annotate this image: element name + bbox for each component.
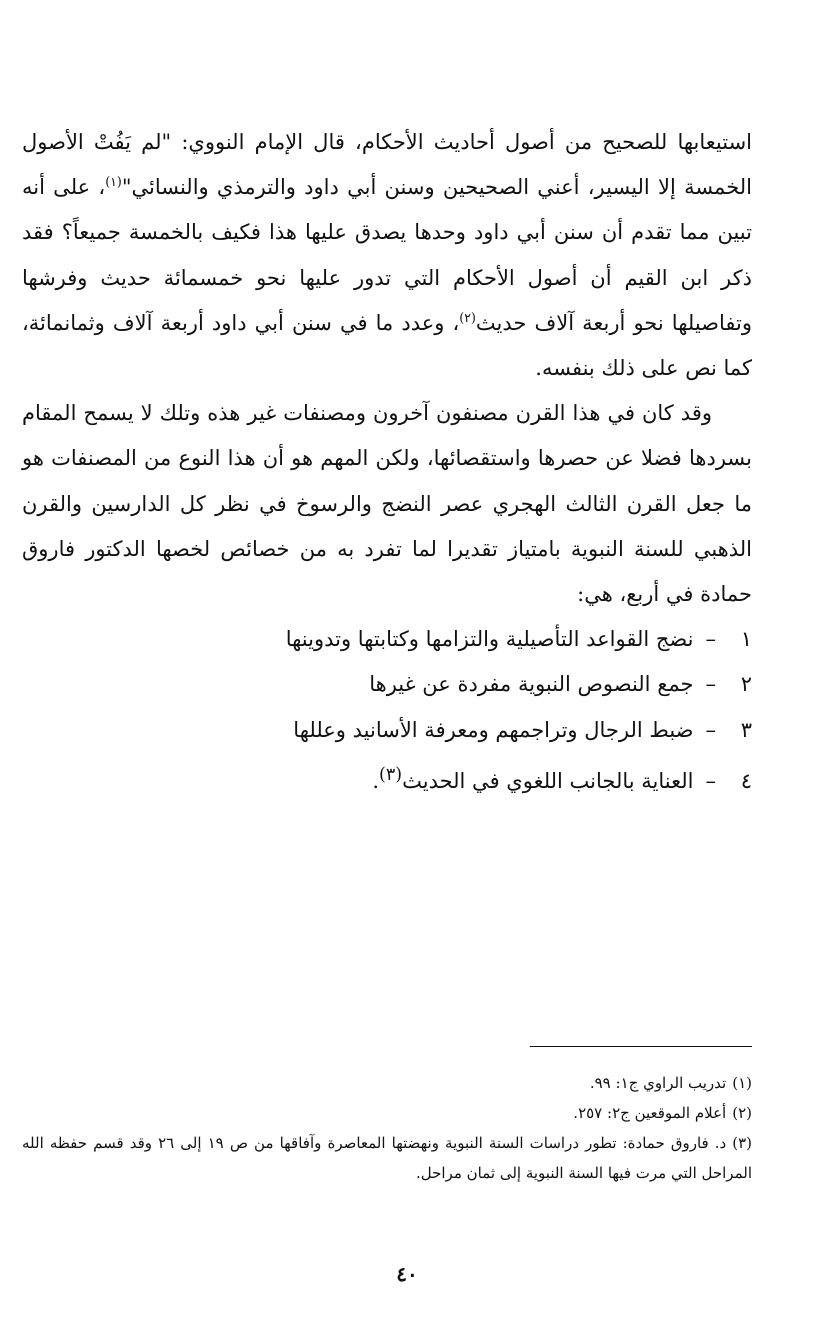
list-item-text: جمع النصوص النبوية مفردة عن غيرها xyxy=(369,672,694,697)
list-item-end: . xyxy=(372,768,380,793)
page-number: ٤٠ xyxy=(396,1262,418,1286)
list-item-number: ٢ xyxy=(740,672,752,697)
paragraph-text: استيعابها للصحيح من أصول أحاديث الأحكام، قال الإمام النووي: "لم يَفُتْ الأصول الخمسة إلا اليسير، أعني الصحيحين وسنن أبي داود والترمذي والنسائي" xyxy=(22,130,752,200)
footnote-text: تدريب الراوي ج١: ٩٩. xyxy=(589,1074,727,1092)
footnotes xyxy=(22,1068,752,1188)
list-item-text: نضج القواعد التأصيلية والتزامها وكتابتها وتدوينها xyxy=(285,627,694,652)
footnote-number: (٢) xyxy=(732,1104,752,1122)
list-item-number: ٤ xyxy=(740,768,752,793)
footnote xyxy=(22,1068,752,1098)
footnote-separator xyxy=(530,1046,752,1047)
footnote-reference: (٢) xyxy=(459,309,476,325)
list-item-number: ١ xyxy=(740,627,752,652)
footnote xyxy=(22,1128,752,1188)
list-item: ٣–ضبط الرجال وتراجمهم ومعرفة الأسانيد وعللها xyxy=(22,708,752,753)
footnote xyxy=(22,1098,752,1128)
list-item: ٢–جمع النصوص النبوية مفردة عن غيرها xyxy=(22,662,752,707)
footnote-reference: (٣) xyxy=(379,764,403,785)
footnote-text: أعلام الموقعين ج٢: ٢٥٧. xyxy=(573,1104,727,1122)
paragraph-text: وقد كان في هذا القرن مصنفون آخرون ومصنفات غير هذه وتلك لا يسمح المقام بسردها فضلا عن حصرها واستقصائها، ولكن المهم هو أن هذا النوع من المصنفات هو ما جعل القرن الثالث الهجري عصر النضج والرسوخ في نظر كل الدارسين والقرن الذهبي للسنة النبوية بامتياز تقديرا لما تفرد به من خصائص لخصها الدكتور فاروق حمادة في أربع، هي: xyxy=(22,401,752,607)
list-item-text: العناية بالجانب اللغوي في الحديث xyxy=(402,768,694,793)
footnote-reference: (١) xyxy=(105,174,122,190)
footnote-number: (٣) xyxy=(732,1134,752,1152)
paragraph xyxy=(22,391,752,617)
characteristics-list xyxy=(22,617,752,804)
list-item: ٤–العناية بالجانب اللغوي في الحديث$^{(٣)}$. xyxy=(22,753,752,804)
list-item-number: ٣ xyxy=(740,717,752,742)
list-item-text: ضبط الرجال وتراجمهم ومعرفة الأسانيد وعللها xyxy=(293,717,694,742)
footnote-number: (١) xyxy=(732,1074,752,1092)
main-text xyxy=(22,120,752,804)
paragraph-text: ، وعدد ما في سنن أبي داود أربعة آلاف وثمانمائة، كما نص على ذلك بنفسه. xyxy=(22,310,752,381)
footnote-text: د. فاروق حمادة: تطور دراسات السنة النبوية ونهضتها المعاصرة وآفاقها من ص ١٩ إلى ٢٦ وقد قسم حفظه الله المراحل التي مرت فيها السنة النبوية إلى ثمان مراحل. xyxy=(22,1134,752,1182)
paragraph xyxy=(22,120,752,391)
paragraph-text: ، على أنه تبين مما تقدم أن سنن أبي داود وحدها يصدق عليها هذا فكيف بالخمسة جميعاً؟ فقد ذكر ابن القيم أن أصول الأحكام التي تدور عليها نحو خمسمائة حديث وفرشها وتفاصيلها نحو أربعة آلاف حديث xyxy=(22,175,753,335)
list-item: ١–نضج القواعد التأصيلية والتزامها وكتابتها وتدوينها xyxy=(22,617,752,662)
